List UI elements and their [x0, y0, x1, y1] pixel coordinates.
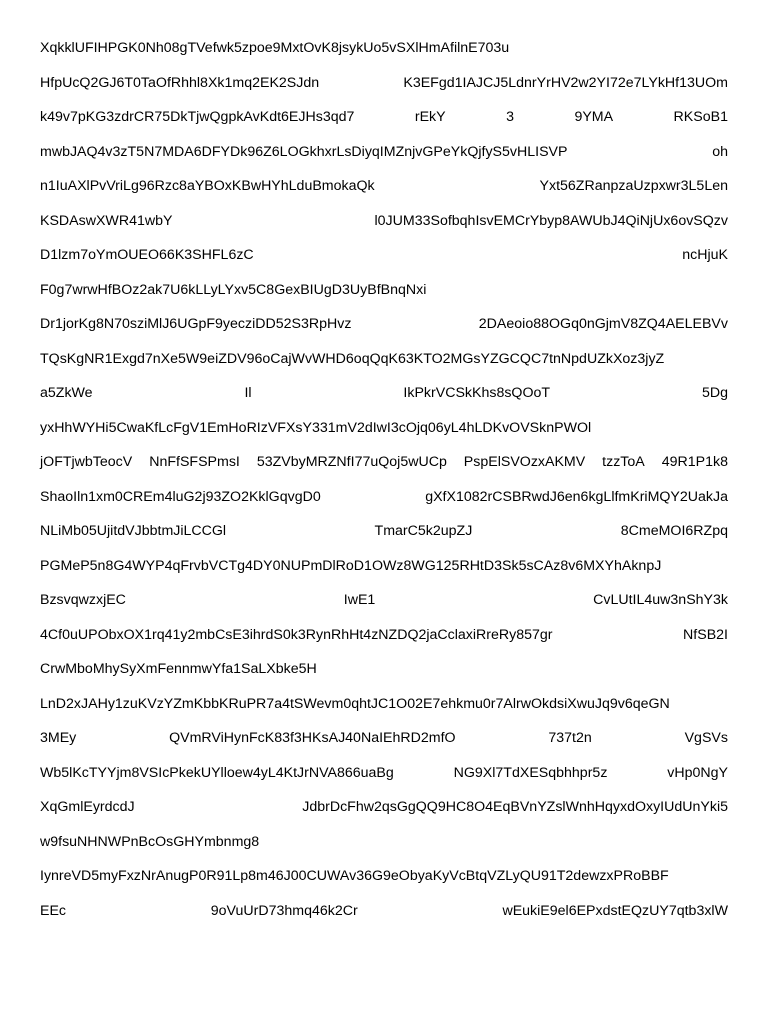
- text-token: PspElSVOzxAKMV: [463, 454, 586, 470]
- text-token: F0g7wrwHfBOz2ak7U6kLLyLYxv5C8GexBIUgD3UyBfBnqNxi: [40, 281, 427, 298]
- text-line: [40, 105, 728, 140]
- text-token: RKSoB1: [673, 109, 728, 125]
- text-line: [40, 243, 728, 278]
- text-line: [40, 726, 728, 761]
- text-token: ncHjuK: [682, 247, 728, 263]
- text-token: QVmRViHynFcK83f3HKsAJ40NaIEhRD2mfO: [169, 730, 456, 746]
- text-line: [40, 71, 728, 106]
- text-token: BzsvqwzxjEC: [40, 592, 126, 608]
- text-token: XqGmlEyrdcdJ: [40, 799, 135, 815]
- text-token: TQsKgNR1Exgd7nXe5W9eiZDV96oCajWvWHD6oqQqK63KTO2MGsYZGCQC7tnNpdUZkXoz3jyZ: [40, 350, 665, 367]
- text-line: [40, 554, 728, 589]
- text-token: NnFfSFSPmsI: [149, 454, 240, 470]
- text-token: wEukiE9el6EPxdstEQzUY7qtb3xlW: [502, 902, 728, 919]
- text-line: [40, 692, 728, 727]
- text-token: D1lzm7oYmOUEO66K3SHFL6zC: [40, 247, 254, 263]
- text-token: mwbJAQ4v3zT5N7MDA6DFYDk96Z6LOGkhxrLsDiyqIMZnjvGPeYkQjfyS5vHLISVP: [40, 143, 568, 160]
- text-token: ShaoIln1xm0CREm4luG2j93ZO2KklGqvgD0: [40, 488, 321, 505]
- text-token: 9oVuUrD73hmq46k2Cr: [210, 902, 358, 919]
- text-line: [40, 278, 728, 313]
- text-token: KSDAswXWR41wbY: [40, 212, 173, 229]
- text-token: 3MEy: [40, 730, 77, 746]
- text-token: K3EFgd1IAJCJ5LdnrYrHV2w2YI72e7LYkHf13UOm: [403, 74, 728, 91]
- text-token: PGMeP5n8G4WYP4qFrvbVCTg4DY0NUPmDlRoD1OWz8WG125RHtD3Sk5sCAz8v6MXYhAknpJ: [40, 557, 662, 574]
- text-token: VgSVs: [684, 730, 728, 746]
- text-token: Yxt56ZRanpzaUzpxwr3L5Len: [539, 178, 728, 194]
- text-token: NG9Xl7TdXESqbhhpr5z: [453, 764, 608, 781]
- text-token: rEkY: [414, 109, 446, 125]
- text-line: [40, 485, 728, 520]
- text-token: 8CmeMOI6RZpq: [620, 523, 728, 539]
- text-token: vHp0NgY: [667, 764, 728, 781]
- text-line: [40, 795, 728, 830]
- text-line: [40, 209, 728, 244]
- text-line: [40, 761, 728, 796]
- text-token: a5ZkWe: [40, 385, 93, 401]
- text-token: k49v7pKG3zdrCR75DkTjwQgpkAvKdt6EJHs3qd7: [40, 109, 355, 125]
- text-token: NLiMb05UjitdVJbbtmJiLCCGl: [40, 523, 227, 539]
- text-line: [40, 588, 728, 623]
- text-token: EEc: [40, 902, 67, 919]
- text-line: [40, 416, 728, 451]
- text-token: Wb5lKcTYYjm8VSIcPkekUYlloew4yL4KtJrNVA866uaBg: [40, 764, 394, 781]
- text-line: [40, 381, 728, 416]
- text-token: NfSB2I: [683, 626, 728, 643]
- text-line: [40, 830, 728, 865]
- text-token: oh: [712, 143, 728, 160]
- text-token: l0JUM33SofbqhIsvEMCrYbyp8AWUbJ4QiNjUx6ovSQzv: [374, 212, 728, 229]
- text-line: [40, 312, 728, 347]
- text-token: tzzToA: [602, 454, 645, 470]
- text-token: 9YMA: [574, 109, 614, 125]
- text-token: 53ZVbyMRZNfI77uQoj5wUCp: [256, 454, 447, 470]
- text-token: 3: [506, 109, 514, 125]
- text-line: [40, 174, 728, 209]
- text-token: IynreVD5myFxzNrAnugP0R91Lp8m46J00CUWAv36G9eObyaKyVcBtqVZLyQU91T2dewzxPRoBBF: [40, 868, 669, 884]
- text-line: [40, 623, 728, 658]
- text-token: TmarC5k2upZJ: [374, 523, 473, 539]
- text-token: JdbrDcFhw2qsGgQQ9HC8O4EqBVnYZslWnhHqyxdOxyIUdUnYki5: [302, 799, 728, 815]
- text-token: CrwMboMhySyXmFennmwYfa1SaLXbke5H: [40, 661, 317, 677]
- text-token: XqkklUFIHPGK0Nh08gTVefwk5zpoe9MxtOvK8jsykUo5vSXlHmAfilnE703u: [40, 40, 510, 56]
- text-token: IwE1: [343, 592, 376, 608]
- text-line: [40, 347, 728, 382]
- text-token: Il: [244, 385, 252, 401]
- text-token: 5Dg: [701, 385, 728, 401]
- text-line: [40, 450, 728, 485]
- text-token: w9fsuNHNWPnBcOsGHYmbnmg8: [40, 833, 260, 850]
- text-token: n1IuAXlPvVriLg96Rzc8aYBOxKBwHYhLduBmokaQk: [40, 178, 375, 194]
- text-line: [40, 657, 728, 692]
- text-token: gXfX1082rCSBRwdJ6en6kgLlfmKriMQY2UakJa: [425, 488, 728, 505]
- text-token: 737t2n: [548, 730, 592, 746]
- text-line: [40, 140, 728, 175]
- text-token: yxHhWYHi5CwaKfLcFgV1EmHoRIzVFXsY331mV2dIwI3cOjq06yL4hLDKvOVSknPWOl: [40, 419, 592, 436]
- text-token: IkPkrVCSkKhs8sQOoT: [403, 385, 551, 401]
- text-token: LnD2xJAHy1zuKVzYZmKbbKRuPR7a4tSWevm0qhtJC1O02E7ehkmu0r7AlrwOkdsiXwuJq9v6qeGN: [40, 695, 670, 712]
- text-token: CvLUtIL4uw3nShY3k: [593, 592, 728, 608]
- document-body: [40, 36, 728, 933]
- text-line: [40, 899, 728, 934]
- text-token: jOFTjwbTeocV: [40, 454, 133, 470]
- text-token: Dr1jorKg8N70sziMlJ6UGpF9yecziDD52S3RpHvz: [40, 316, 352, 332]
- text-line: [40, 864, 728, 899]
- text-token: HfpUcQ2GJ6T0TaOfRhhl8Xk1mq2EK2SJdn: [40, 74, 320, 91]
- text-token: 2DAeoio88OGq0nGjmV8ZQ4AELEBVv: [478, 316, 728, 332]
- text-line: [40, 36, 728, 71]
- text-token: 4Cf0uUPObxOX1rq41y2mbCsE3ihrdS0k3RynRhHt4zNZDQ2jaCclaxiRreRy857gr: [40, 626, 553, 643]
- text-token: 49R1P1k8: [661, 454, 728, 470]
- text-line: [40, 519, 728, 554]
